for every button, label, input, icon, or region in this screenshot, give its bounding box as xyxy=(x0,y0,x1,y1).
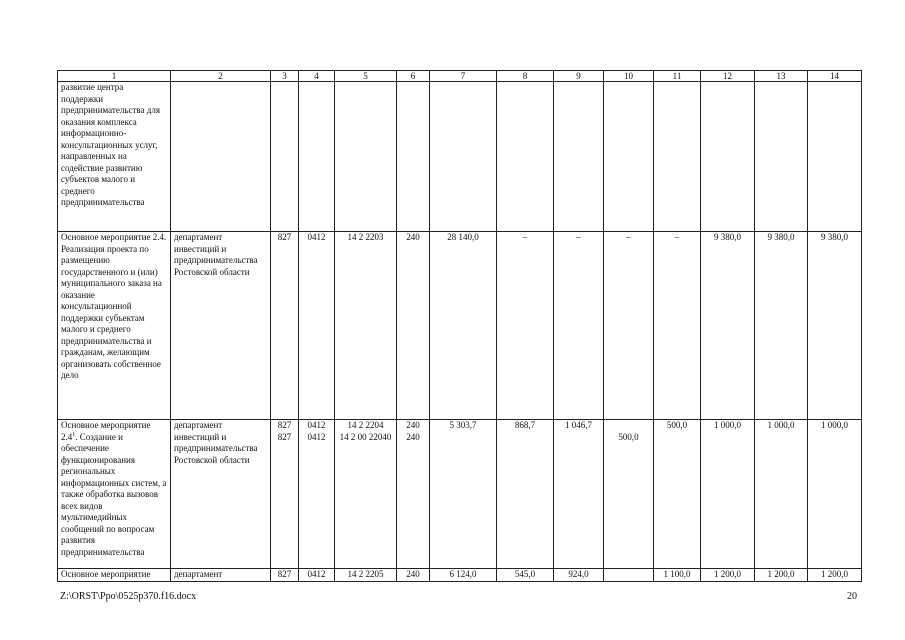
header-cell: 8 xyxy=(497,71,554,82)
year-amount: 1 200,0 xyxy=(755,569,808,582)
expense-type-code: 240 xyxy=(397,232,430,420)
header-cell: 5 xyxy=(335,71,397,82)
header-cell: 13 xyxy=(755,71,808,82)
expense-type-a: 240 xyxy=(406,420,420,430)
year-amount: 868,7 xyxy=(497,420,554,569)
header-cell: 2 xyxy=(171,71,271,82)
header-cell: 10 xyxy=(604,71,654,82)
target-article-b: 14 2 00 22040 xyxy=(339,431,392,442)
cell xyxy=(430,82,497,232)
header-cell: 14 xyxy=(808,71,862,82)
table-row xyxy=(58,569,862,582)
grbs-code-a: 827 xyxy=(277,420,292,430)
section-code xyxy=(299,420,335,569)
cell xyxy=(654,82,701,232)
cell xyxy=(701,82,755,232)
header-cell: 4 xyxy=(299,71,335,82)
cell xyxy=(271,82,299,232)
expense-type-code: 240 xyxy=(397,569,430,582)
header-row xyxy=(58,71,862,82)
cell xyxy=(604,82,654,232)
year-amount: 1 200,0 xyxy=(808,569,862,582)
cell xyxy=(554,82,604,232)
cell xyxy=(497,82,554,232)
target-article-code: 14 2 2203 xyxy=(335,232,397,420)
grbs-code: 827 xyxy=(271,569,299,582)
table-row xyxy=(58,82,862,232)
year-amount: 1 000,0 xyxy=(755,420,808,569)
year-amount: 1 200,0 xyxy=(701,569,755,582)
section-code-a: 0412 xyxy=(307,420,326,430)
year-amount-second-line: 500,0 xyxy=(618,431,639,442)
expense-type-b: 240 xyxy=(406,431,420,442)
section-code-b: 0412 xyxy=(307,431,326,442)
file-path: Z:\ORST\Ppo\0525p370.f16.docx xyxy=(60,591,197,602)
year-amount: 9 380,0 xyxy=(755,232,808,420)
section-code: 0412 xyxy=(299,569,335,582)
cell xyxy=(299,82,335,232)
year-amount xyxy=(604,569,654,582)
page-number: 20 xyxy=(847,591,857,602)
year-amount: 500,0 xyxy=(654,420,701,569)
table-row xyxy=(58,420,862,569)
executor-cell: департамент xyxy=(171,569,271,582)
total-amount: 6 124,0 xyxy=(430,569,497,582)
year-amount: 1 000,0 xyxy=(808,420,862,569)
executor-cell xyxy=(171,82,271,232)
year-amount: – xyxy=(654,232,701,420)
year-amount: 1 046,7 xyxy=(554,420,604,569)
total-amount: 5 303,7 xyxy=(430,420,497,569)
year-amount: 9 380,0 xyxy=(701,232,755,420)
target-article-code xyxy=(335,420,397,569)
header-cell: 3 xyxy=(271,71,299,82)
cell xyxy=(397,82,430,232)
event-title-tail: . Создание и обеспечение функционирования региональных информационных систем, а также обработка вызовов всех видов мультимедийных сообщений по вопросам развития предпринимательства xyxy=(61,431,167,557)
year-amount: 1 100,0 xyxy=(654,569,701,582)
superscript: 1 xyxy=(72,431,76,438)
event-title: Основное мероприятие 2.4 xyxy=(61,420,151,442)
year-amount xyxy=(604,420,654,569)
target-article-a: 14 2 2204 xyxy=(347,420,384,430)
year-amount: – xyxy=(554,232,604,420)
expense-type-code xyxy=(397,420,430,569)
year-amount: 545,0 xyxy=(497,569,554,582)
header-cell: 1 xyxy=(58,71,171,82)
target-article-code: 14 2 2205 xyxy=(335,569,397,582)
event-description xyxy=(58,420,171,569)
year-amount: – xyxy=(497,232,554,420)
header-cell: 9 xyxy=(554,71,604,82)
year-amount: 9 380,0 xyxy=(808,232,862,420)
budget-table xyxy=(57,70,862,582)
executor-cell: департамент инвестиций и предпринимательства Ростовской области xyxy=(171,420,271,569)
grbs-code-b: 827 xyxy=(277,431,292,442)
year-amount: 924,0 xyxy=(554,569,604,582)
header-cell: 12 xyxy=(701,71,755,82)
header-cell: 11 xyxy=(654,71,701,82)
grbs-code: 827 xyxy=(271,232,299,420)
cell xyxy=(808,82,862,232)
table-row xyxy=(58,232,862,420)
total-amount: 28 140,0 xyxy=(430,232,497,420)
year-amount: 1 000,0 xyxy=(701,420,755,569)
header-cell: 6 xyxy=(397,71,430,82)
header-cell: 7 xyxy=(430,71,497,82)
executor-cell: департамент инвестиций и предпринимательства Ростовской области xyxy=(171,232,271,420)
grbs-code xyxy=(271,420,299,569)
event-description: Основное мероприятие 2.4. Реализация проекта по размещению государственного и (или) муниципального заказа на оказание консультационной поддержки субъектам малого и среднего предпринимательства и гражданам, желающим организовать собственное дело xyxy=(58,232,171,420)
section-code: 0412 xyxy=(299,232,335,420)
cell xyxy=(335,82,397,232)
cell xyxy=(755,82,808,232)
event-description: Основное мероприятие xyxy=(58,569,171,582)
year-amount: – xyxy=(604,232,654,420)
event-description: развитие центра поддержки предпринимательства для оказания комплекса информационно-консультационных услуг, направленных на содействие развитию субъектов малого и среднего предпринимательства xyxy=(58,82,171,232)
